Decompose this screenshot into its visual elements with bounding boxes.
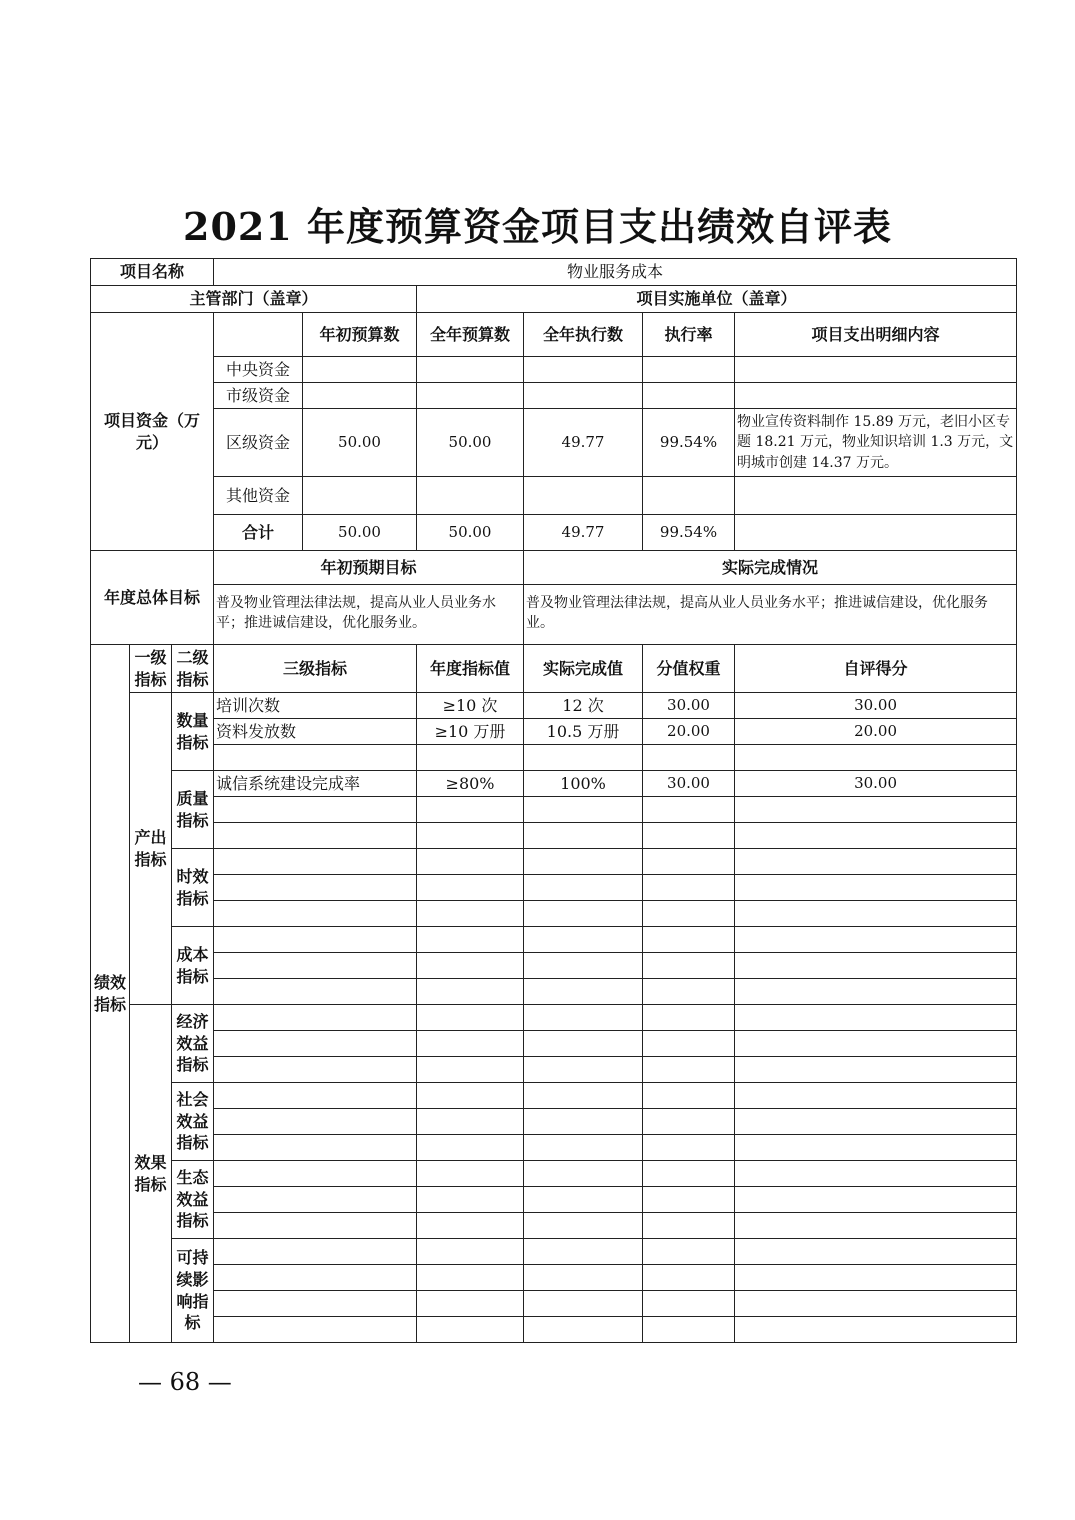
indicator-weight: 20.00 (643, 719, 735, 745)
indicator-row (91, 771, 1017, 797)
time-label: 时效指标 (172, 849, 214, 927)
header-weight: 分值权重 (643, 645, 735, 693)
indicator-row (91, 927, 1017, 953)
indicator-row (91, 1317, 1017, 1343)
indicator-actual: 10.5 万册 (524, 719, 643, 745)
total-rate: 99.54% (643, 515, 735, 551)
indicator-row (91, 953, 1017, 979)
project-name-label: 项目名称 (91, 259, 214, 286)
indicator-row (91, 719, 1017, 745)
indicator-weight: 30.00 (643, 693, 735, 719)
header-score: 自评得分 (735, 645, 1017, 693)
page-number: — 68 — (138, 1368, 232, 1396)
fund-executed (524, 383, 643, 409)
indicator-row (91, 797, 1017, 823)
fund-name: 中央资金 (214, 357, 303, 383)
economic-label: 经济效益指标 (172, 1005, 214, 1083)
cost-label: 成本指标 (172, 927, 214, 1005)
fund-executed (524, 357, 643, 383)
total-label: 合计 (214, 515, 303, 551)
dept-label: 主管部门（盖章） (91, 286, 417, 313)
total-initial: 50.00 (303, 515, 417, 551)
funds-label: 项目资金（万元） (91, 313, 214, 551)
indicator-row (91, 1187, 1017, 1213)
fund-row (91, 383, 1017, 409)
output-label: 产出指标 (130, 693, 172, 1005)
fund-rate (643, 383, 735, 409)
page-title: 2021 年度预算资金项目支出绩效自评表 (183, 204, 892, 249)
fund-executed (524, 477, 643, 515)
fund-detail (735, 477, 1017, 515)
eco-label: 生态效益指标 (172, 1161, 214, 1239)
indicator-target: ≥10 万册 (417, 719, 524, 745)
impl-unit-label: 项目实施单位（盖章） (417, 286, 1017, 313)
header-rate: 执行率 (643, 313, 735, 357)
fund-detail: 物业宣传资料制作 15.89 万元，老旧小区专题 18.21 万元，物业知识培训 1.3 万元，文明城市创建 14.37 万元。 (735, 409, 1017, 477)
indicator-row (91, 849, 1017, 875)
expected-goal-text: 普及物业管理法律法规，提高从业人员业务水平；推进诚信建设，优化服务业。 (214, 585, 524, 645)
fund-name: 市级资金 (214, 383, 303, 409)
indicator-row (91, 1291, 1017, 1317)
fund-rate (643, 477, 735, 515)
goals-label: 年度总体目标 (91, 551, 214, 645)
indicator-target: ≥10 次 (417, 693, 524, 719)
indicator-row (91, 1109, 1017, 1135)
fund-row (91, 357, 1017, 383)
indicator-score: 20.00 (735, 719, 1017, 745)
indicator-row (91, 875, 1017, 901)
indicator-actual: 100% (524, 771, 643, 797)
total-executed: 49.77 (524, 515, 643, 551)
indicator-row (91, 1135, 1017, 1161)
indicator-row (91, 1083, 1017, 1109)
quality-label: 质量指标 (172, 771, 214, 849)
header-annual-budget: 全年预算数 (417, 313, 524, 357)
fund-initial (303, 357, 417, 383)
fund-annual (417, 477, 524, 515)
fund-rate: 99.54% (643, 409, 735, 477)
indicator-name: 资料发放数 (214, 719, 417, 745)
header-target: 年度指标值 (417, 645, 524, 693)
quantity-label: 数量指标 (172, 693, 214, 771)
sustain-label: 可持续影响指标 (172, 1239, 214, 1343)
indicator-name: 诚信系统建设完成率 (214, 771, 417, 797)
fund-annual: 50.00 (417, 409, 524, 477)
indicator-row (91, 1031, 1017, 1057)
header-actual: 实际完成值 (524, 645, 643, 693)
fund-detail (735, 357, 1017, 383)
indicator-row (91, 745, 1017, 771)
indicator-row (91, 693, 1017, 719)
fund-annual (417, 357, 524, 383)
indicator-weight: 30.00 (643, 771, 735, 797)
indicator-target: ≥80% (417, 771, 524, 797)
header-detail: 项目支出明细内容 (735, 313, 1017, 357)
indicator-row (91, 979, 1017, 1005)
fund-row (91, 409, 1017, 477)
fund-name: 其他资金 (214, 477, 303, 515)
indicator-actual: 12 次 (524, 693, 643, 719)
header-initial-budget: 年初预算数 (303, 313, 417, 357)
indicator-row (91, 823, 1017, 849)
actual-goal-text: 普及物业管理法律法规，提高从业人员业务水平；推进诚信建设，优化服务业。 (524, 585, 1017, 645)
fund-executed: 49.77 (524, 409, 643, 477)
indicator-score: 30.00 (735, 693, 1017, 719)
indicator-row (91, 1213, 1017, 1239)
indicator-row (91, 1239, 1017, 1265)
project-name-value: 物业服务成本 (214, 259, 1017, 286)
fund-detail (735, 383, 1017, 409)
indicator-row (91, 1005, 1017, 1031)
header-executed: 全年执行数 (524, 313, 643, 357)
fund-rate (643, 357, 735, 383)
fund-initial (303, 383, 417, 409)
indicator-row (91, 1057, 1017, 1083)
header-level2: 二级指标 (172, 645, 214, 693)
indicators-label: 绩效指标 (91, 645, 130, 1343)
fund-initial: 50.00 (303, 409, 417, 477)
social-label: 社会效益指标 (172, 1083, 214, 1161)
indicator-row (91, 1265, 1017, 1291)
expected-goal-header: 年初预期目标 (214, 551, 524, 585)
indicator-row (91, 901, 1017, 927)
total-annual: 50.00 (417, 515, 524, 551)
indicator-row (91, 1161, 1017, 1187)
header-level1: 一级指标 (130, 645, 172, 693)
performance-table (90, 258, 1017, 1343)
indicator-name: 培训次数 (214, 693, 417, 719)
actual-goal-header: 实际完成情况 (524, 551, 1017, 585)
fund-annual (417, 383, 524, 409)
indicator-score: 30.00 (735, 771, 1017, 797)
fund-initial (303, 477, 417, 515)
effect-label: 效果指标 (130, 1005, 172, 1343)
header-level3: 三级指标 (214, 645, 417, 693)
fund-name: 区级资金 (214, 409, 303, 477)
fund-total-row (91, 515, 1017, 551)
fund-row (91, 477, 1017, 515)
